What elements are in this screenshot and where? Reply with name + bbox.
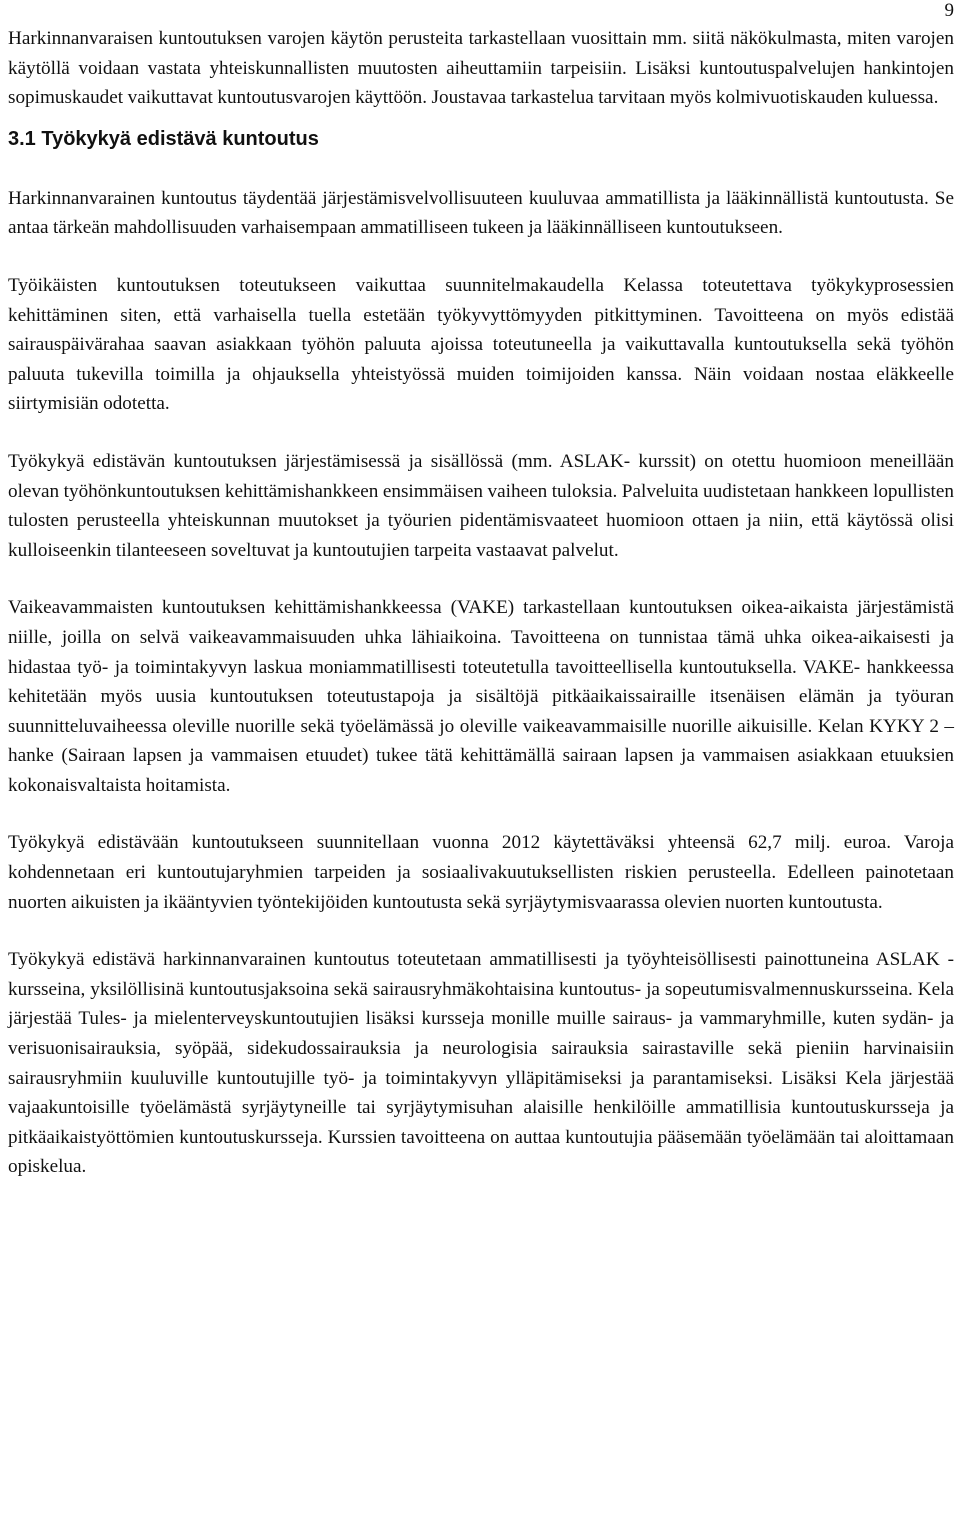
page-number: 9 xyxy=(944,0,954,21)
section-paragraph-4: Vaikeavammaisten kuntoutuksen kehittämishankkeessa (VAKE) tarkastellaan kuntoutuksen oikea-aikaista järjestämistä niille, joilla on selvä vaikeavammaisuuden uhka lähiaikoina. Tavoitteena on tunnistaa tämä uhka oikea-aikaisesti ja hidastaa työ- ja toimintakyvyn laskua moniammatillisesti toteutetulla tavoitteellisella kuntoutuksella. VAKE- hankkeessa kehitetään myös uusia kuntoutuksen toteutustapoja ja sisältöjä pitkäaikaissairaille itsenäisen elämän ja työuran suunnitteluvaiheessa oleville nuorille sekä työelämässä jo oleville vaikeavammaisille nuorille aikuisille. Kelan KYKY 2 –hanke (Sairaan lapsen ja vammaisen etuudet) tukee tätä kehittämällä sairaan lapsen ja vammaisen asiakkaan etuuksien kokonaisvaltaista hoitamista. xyxy=(8,597,954,796)
section-paragraph-2: Työikäisten kuntoutuksen toteutukseen vaikuttaa suunnitelmakaudella Kelassa toteutettava työkykyprosessien kehittäminen siten, että varhaisella tuella estetään työkyvyttömyyden pitkittyminen. Tavoitteena on myös edistää sairauspäivärahaa saavan asiakkaan työhön paluuta ajoissa toteutuneella ja vaikuttavalla kuntoutuksella sekä työhön paluuta tukevilla toimilla ja ohjauksella yhteistyössä muiden toimijoiden kanssa. Näin voidaan nostaa eläkkeelle siirtymisiän odotetta. xyxy=(8,274,954,415)
document-body xyxy=(8,24,954,1182)
intro-paragraph: Harkinnanvaraisen kuntoutuksen varojen käytön perusteita tarkastellaan vuosittain mm. siitä näkökulmasta, miten varojen käytöllä voidaan vastata yhteiskunnallisten muutosten aiheuttamiin tarpeisiin. Lisäksi kuntoutuspalvelujen hankintojen sopimuskaudet vaikuttavat kuntoutusvarojen käyttöön. Joustavaa tarkastelua tarvitaan myös kolmivuotiskauden kuluessa. xyxy=(8,28,954,109)
section-paragraph-6: Työkykyä edistävä harkinnanvarainen kuntoutus toteutetaan ammatillisesti ja työyhteisöllisesti painottuneina ASLAK -kursseina, yksilöllisinä kuntoutusjaksoina sekä sairausryhmäkohtaisina kuntoutus- ja sopeutumisvalmennuskursseina. Kela järjestää Tules- ja mielenterveyskuntoutujien lisäksi kursseja monille muille sairaus- ja vammaryhmille, kuten sydän- ja verisuonisairauksia, syöpää, sidekudossairauksia ja neurologisia sairauksia sairastaville sekä pieniin harvinaisiin sairausryhmiin kuuluville kuntoutujille työ- ja toimintakyvyn ylläpitämiseksi ja parantamiseksi. Lisäksi Kela järjestää vajaakuntoisille työelämästä syrjäytyneille tai syrjäytymisuhan alaisille henkilöille ammatillisia kuntoutuskursseja ja pitkäaikaistyöttömien kuntoutuskursseja. Kurssien tavoitteena on auttaa kuntoutujia pääsemään työelämään tai aloittamaan opiskelua. xyxy=(8,949,954,1178)
section-paragraph-5: Työkykyä edistävään kuntoutukseen suunnitellaan vuonna 2012 käytettäväksi yhteensä 62,7 milj. euroa. Varoja kohdennetaan eri kuntoutujaryhmien tarpeiden ja sosiaalivakuutuksellisten riskien perusteella. Edelleen painotetaan nuorten aikuisten ja ikääntyvien työntekijöiden kuntoutusta sekä syrjäytymisvaarassa olevien nuorten kuntoutusta. xyxy=(8,832,954,913)
section-paragraph-1: Harkinnanvarainen kuntoutus täydentää järjestämisvelvollisuuteen kuuluvaa ammatillista ja lääkinnällistä kuntoutusta. Se antaa tärkeän mahdollisuuden varhaisempaan ammatilliseen tukeen ja lääkinnälliseen kuntoutukseen. xyxy=(8,187,954,239)
section-paragraph-3: Työkykyä edistävän kuntoutuksen järjestämisessä ja sisällössä (mm. ASLAK- kurssit) on otettu huomioon meneillään olevan työhönkuntoutuksen kehittämishankkeen ensimmäisen vaiheen tuloksia. Palveluita uudistetaan hankkeen lopullisten tulosten perusteella yhteiskunnan muutokset ja työurien pidentämisvaateet huomioon ottaen ja niin, että käytössä olisi kulloiseenkin tilanteeseen soveltuvat ja kuntoutujien tarpeita vastaavat palvelut. xyxy=(8,450,954,561)
section-heading: 3.1 Työkykyä edistävä kuntoutus xyxy=(8,127,319,150)
